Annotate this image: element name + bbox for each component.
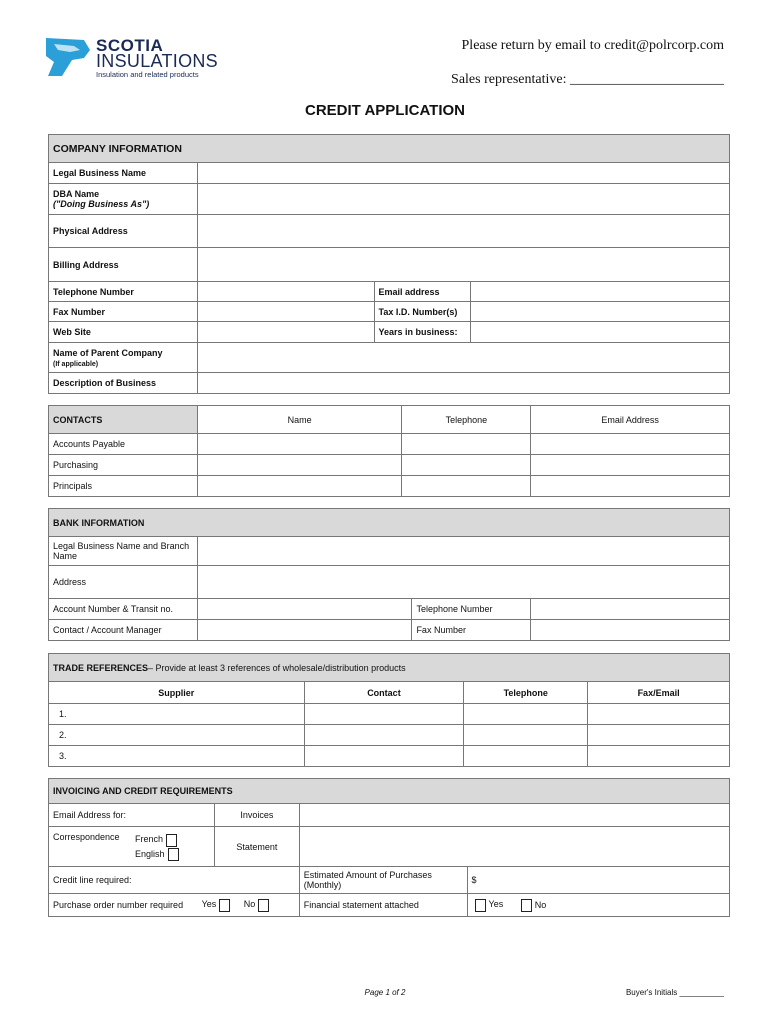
bank-information-table (48, 508, 730, 641)
field-label: Purchase order number required (53, 899, 184, 910)
bank-address-input[interactable] (197, 566, 729, 599)
field-label: Physical Address (49, 215, 198, 248)
row-label: Purchasing (49, 455, 198, 476)
dba-label: DBA Name (53, 189, 100, 199)
french-checkbox[interactable] (166, 834, 177, 847)
sales-representative-field[interactable]: Sales representative: ______________________ (451, 72, 724, 87)
contacts-table (48, 405, 730, 497)
field-label: Description of Business (49, 373, 198, 394)
option-label: No (243, 899, 256, 910)
logo-tagline: Insulation and related products (96, 70, 199, 79)
row-label: Accounts Payable (49, 434, 198, 455)
correspondence-cell (49, 827, 215, 867)
field-label: Billing Address (49, 248, 198, 282)
contact-name-input[interactable] (197, 476, 402, 497)
field-label: Credit line required: (49, 867, 300, 894)
field-label: Correspondence (53, 832, 120, 843)
field-label: Account Number & Transit no. (49, 599, 198, 620)
supplier-input[interactable]: 3. (49, 746, 305, 767)
trade-heading: TRADE REFERENCES (53, 662, 149, 673)
business-description-input[interactable] (197, 373, 729, 394)
buyer-initials-field[interactable]: Buyer's Initials __________ (625, 988, 724, 997)
bank-name-input[interactable] (197, 537, 729, 566)
supplier-input[interactable]: 1. (49, 704, 305, 725)
language-options (135, 832, 182, 860)
financial-yes-checkbox[interactable] (475, 899, 486, 912)
section-heading: CONTACTS (49, 406, 198, 434)
column-header: Contact (304, 682, 464, 704)
page-number: Page 1 of 2 (364, 988, 406, 997)
language-label: French (135, 834, 164, 845)
contact-email-input[interactable] (531, 434, 730, 455)
financial-no-checkbox[interactable] (521, 899, 532, 912)
account-number-input[interactable] (197, 599, 412, 620)
email-input[interactable] (471, 282, 730, 302)
contact-email-input[interactable] (531, 455, 730, 476)
column-header: Telephone (464, 682, 588, 704)
polar-bear-icon (44, 36, 92, 78)
field-label: Fax Number (412, 620, 531, 641)
field-label: Estimated Amount of Purchases (Monthly) (299, 867, 467, 894)
option-label: No (534, 899, 547, 910)
tax-id-input[interactable] (471, 302, 730, 322)
parent-company-input[interactable] (197, 343, 729, 373)
fax-email-input[interactable] (588, 746, 730, 767)
trade-references-table (48, 653, 730, 767)
field-label: Legal Business Name (49, 163, 198, 184)
account-manager-input[interactable] (197, 620, 412, 641)
po-no-checkbox[interactable] (258, 899, 269, 912)
billing-address-input[interactable] (197, 248, 729, 282)
logo-line1: SCOTIA (96, 36, 164, 55)
field-label: Email address (374, 282, 471, 302)
fax-email-input[interactable] (588, 725, 730, 746)
bank-telephone-input[interactable] (531, 599, 730, 620)
website-input[interactable] (197, 322, 374, 343)
trade-heading-note: – Provide at least 3 references of wholesale/distribution products (148, 662, 406, 673)
row-label: Principals (49, 476, 198, 497)
section-heading: INVOICING AND CREDIT REQUIREMENTS (49, 779, 730, 804)
contact-input[interactable] (304, 704, 464, 725)
column-header: Telephone (402, 406, 531, 434)
years-in-business-input[interactable] (471, 322, 730, 343)
field-label: Statement (214, 827, 299, 867)
po-yes-checkbox[interactable] (219, 899, 230, 912)
field-label (49, 184, 198, 215)
column-header: Name (197, 406, 402, 434)
telephone-input[interactable] (464, 725, 588, 746)
dba-sublabel: ("Doing Business As") (53, 199, 150, 209)
field-label: Web Site (49, 322, 198, 343)
option-label: Yes (488, 899, 504, 910)
estimated-amount-input[interactable]: $ (467, 867, 729, 894)
contact-telephone-input[interactable] (402, 476, 531, 497)
option-label: Yes (201, 899, 217, 910)
telephone-input[interactable] (464, 704, 588, 725)
section-heading: COMPANY INFORMATION (49, 135, 730, 163)
field-label: Legal Business Name and Branch Name (49, 537, 198, 566)
english-checkbox[interactable] (168, 848, 179, 861)
legal-business-name-input[interactable] (197, 163, 729, 184)
section-heading (49, 654, 730, 682)
column-header: Email Address (531, 406, 730, 434)
field-label: Telephone Number (412, 599, 531, 620)
invoicing-table (48, 778, 730, 917)
contact-name-input[interactable] (197, 455, 402, 476)
field-label: Fax Number (49, 302, 198, 322)
return-instructions: Please return by email to credit@polrcorp.com (461, 38, 724, 53)
contact-telephone-input[interactable] (402, 455, 531, 476)
contact-input[interactable] (304, 725, 464, 746)
telephone-input[interactable] (197, 282, 374, 302)
field-label: Email Address for: (49, 804, 215, 827)
column-header: Fax/Email (588, 682, 730, 704)
contact-name-input[interactable] (197, 434, 402, 455)
field-label: Telephone Number (49, 282, 198, 302)
field-label: Address (49, 566, 198, 599)
contact-email-input[interactable] (531, 476, 730, 497)
financial-statement-cell (467, 894, 729, 917)
section-heading: BANK INFORMATION (49, 509, 730, 537)
field-label: Contact / Account Manager (49, 620, 198, 641)
invoices-email-input[interactable] (299, 804, 729, 827)
page-title: CREDIT APPLICATION (305, 102, 465, 119)
fax-input[interactable] (197, 302, 374, 322)
contact-input[interactable] (304, 746, 464, 767)
fax-email-input[interactable] (588, 704, 730, 725)
company-logo (44, 36, 234, 82)
field-label (49, 343, 198, 373)
column-header: Supplier (49, 682, 305, 704)
field-label: Invoices (214, 804, 299, 827)
telephone-input[interactable] (464, 746, 588, 767)
language-label: English (135, 848, 165, 859)
physical-address-input[interactable] (197, 215, 729, 248)
company-information-table (48, 134, 730, 394)
logo-line2: INSULATIONS (96, 51, 218, 71)
field-label: Tax I.D. Number(s) (374, 302, 471, 322)
parent-company-label: Name of Parent Company (53, 347, 163, 358)
po-required-cell (49, 894, 300, 917)
dba-name-input[interactable] (197, 184, 729, 215)
contact-telephone-input[interactable] (402, 434, 531, 455)
field-label: Financial statement attached (299, 894, 467, 917)
supplier-input[interactable]: 2. (49, 725, 305, 746)
parent-company-sublabel: (If applicable) (53, 360, 99, 368)
statement-email-input[interactable] (299, 827, 729, 867)
field-label: Years in business: (374, 322, 471, 343)
bank-fax-input[interactable] (531, 620, 730, 641)
